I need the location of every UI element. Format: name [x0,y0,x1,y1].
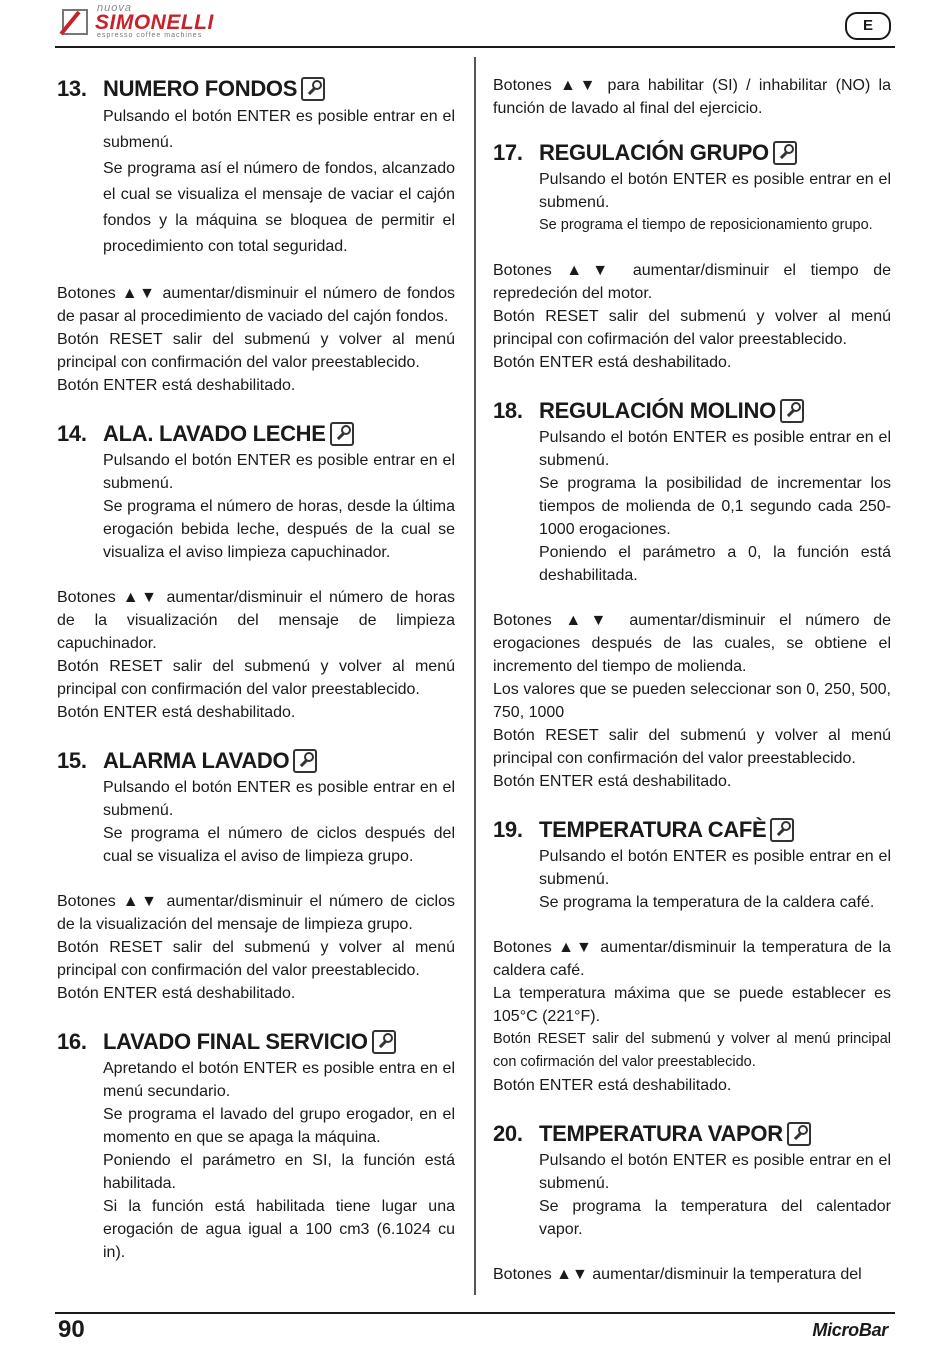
section-paragraph: Se programa el lavado del grupo erogador, en el momento en que se apaga la máquina. [103,1106,455,1146]
section-number: 19. [493,817,523,842]
wrench-icon [780,399,804,423]
section-title-text: ALA. LAVADO LECHE [103,421,326,446]
wrench-icon [330,422,354,446]
section-title-text: REGULACIÓN GRUPO [539,140,769,165]
section-title-text: LAVADO FINAL SERVICIO [103,1029,368,1054]
buttons-text: Botones ▲▼ aumentar/disminuir el número de fondos de pasar al procedimiento de vaciado del cajón fondos. [57,285,455,325]
buttons-text: Botones ▲▼ para habilitar (SI) / inhabilitar (NO) la función de lavado al final del ejercicio. [493,77,891,117]
microbar-logo: MicroBar [812,1320,888,1340]
section-paragraph: Se programa la temperatura del calentador vapor. [539,1198,891,1238]
reset-text: Botón RESET salir del submenú y volver al menú principal con cofirmación del valor preestablecido. [493,1031,891,1070]
buttons-text: Botones ▲▼ aumentar/disminuir el número de horas de la visualización del mensaje de limpieza capuchinador. [57,589,455,652]
section-paragraph: Pulsando el botón ENTER es posible entrar en el submenú. [539,429,891,469]
wrench-icon [372,1030,396,1054]
logo-mark-icon [57,4,91,40]
section-number: 17. [493,140,523,165]
section-paragraph: Se programa el tiempo de reposicionamiento grupo. [539,217,873,233]
enter-text: Botón ENTER está deshabilitado. [493,773,732,790]
enter-text: Botón ENTER está deshabilitado. [493,1077,732,1094]
section-paragraph: Pulsando el botón ENTER es posible entrar en el submenú. [539,1152,891,1192]
logo-tagline: espresso coffee machines [97,32,203,39]
section-paragraph: Pulsando el botón ENTER es posible entrar en el submenú. [103,779,455,819]
enter-text: Botón ENTER está deshabilitado. [493,354,732,371]
section-number: 13. [57,76,87,101]
reset-text: Botón RESET salir del submenú y volver al menú principal con cofirmación del valor preestablecido. [493,308,891,348]
section-number: 18. [493,398,523,423]
language-badge: E [845,12,891,40]
section-title-text: REGULACIÓN MOLINO [539,398,776,423]
section-paragraph: Se programa el número de horas, desde la última erogación bebida leche, después de la cual se visualiza el aviso limpieza capuchinador. [103,498,455,561]
simonelli-logo [57,2,307,42]
wrench-icon [773,141,797,165]
buttons-text: Botones ▲▼ aumentar/disminuir el número de erogaciones después de las cuales, se obtiene el incremento del tiempo de molienda. [493,612,891,675]
logo-nuova-text: nuova [97,2,132,14]
left-column [57,74,455,1264]
right-column [493,74,891,1286]
section-15-title [57,746,455,776]
enter-text: Botón ENTER está deshabilitado. [57,704,296,721]
values-text: Los valores que se pueden seleccionar son 0, 250, 500, 750, 1000 [493,681,891,721]
reset-text: Botón RESET salir del submenú y volver al menú principal con confirmación del valor preestablecido. [493,727,891,767]
section-14-title [57,419,455,449]
section-number: 16. [57,1029,87,1054]
footer-rule [55,1312,895,1314]
section-paragraph: Pulsando el botón ENTER es posible entrar en el submenú. [103,108,455,151]
section-number: 15. [57,748,87,773]
section-paragraph: Pulsando el botón ENTER es posible entrar en el submenú. [539,171,891,211]
wrench-icon [770,818,794,842]
section-paragraph: Se programa la posibilidad de incrementar los tiempos de molienda de 0,1 segundo cada 250-1000 erogaciones. [539,475,891,538]
section-paragraph: Pulsando el botón ENTER es posible entrar en el submenú. [539,848,891,888]
buttons-text: Botones ▲▼ aumentar/disminuir el tiempo de repredeción del motor. [493,262,891,302]
enter-text: Botón ENTER está deshabilitado. [57,377,296,394]
section-18-title [493,396,891,426]
section-13-title [57,74,455,104]
reset-text: Botón RESET salir del submenú y volver al menú principal con confirmación del valor preestablecido. [57,331,455,371]
section-paragraph: Se programa la temperatura de la caldera café. [539,894,875,911]
wrench-icon [787,1122,811,1146]
logo-brand-text: SIMONELLI [95,11,214,34]
buttons-text: Botones ▲▼ aumentar/disminuir el número de ciclos de la visualización del mensaje de limpieza grupo. [57,893,455,933]
page-header [55,0,895,48]
section-20-title [493,1119,891,1149]
section-paragraph: Poniendo el parámetro a 0, la función está deshabilitada. [539,544,891,584]
section-paragraph: Si la función está habilitada tiene lugar una erogación de agua igual a 100 cm3 (6.1024 cu in). [103,1198,455,1261]
section-paragraph: Apretando el botón ENTER es posible entra en el menú secundario. [103,1060,455,1100]
buttons-text: Botones ▲▼ aumentar/disminuir la temperatura de la caldera café. [493,939,891,979]
wrench-icon [293,749,317,773]
section-paragraph: Se programa así el número de fondos, alcanzado el cual se visualiza el mensaje de vaciar el cajón fondos y la máquina se bloquea de permitir el procedimiento con total seguridad. [103,160,455,255]
section-17-title [493,138,891,168]
enter-text: Botón ENTER está deshabilitado. [57,985,296,1002]
buttons-text: Botones ▲▼ aumentar/disminuir la temperatura del [493,1266,862,1283]
section-16-title [57,1027,455,1057]
section-number: 20. [493,1121,523,1146]
section-paragraph: Se programa el número de ciclos después del cual se visualiza el aviso de limpieza grupo. [103,825,455,865]
wrench-icon [301,77,325,101]
reset-text: Botón RESET salir del submenú y volver al menú principal con confirmación del valor preestablecido. [57,658,455,698]
column-divider [474,57,476,1295]
section-paragraph: Pulsando el botón ENTER es posible entrar en el submenú. [103,452,455,492]
max-temp-text: La temperatura máxima que se puede establecer es 105°C (221°F). [493,985,891,1025]
page-number: 90 [58,1316,85,1343]
section-title-text: ALARMA LAVADO [103,748,290,773]
section-paragraph: Poniendo el parámetro en SI, la función está habilitada. [103,1152,455,1192]
reset-text: Botón RESET salir del submenú y volver al menú principal con confirmación del valor preestablecido. [57,939,455,979]
section-number: 14. [57,421,87,446]
section-19-title [493,815,891,845]
section-title-text: TEMPERATURA VAPOR [539,1121,783,1146]
section-title-text: NUMERO FONDOS [103,76,298,101]
section-title-text: TEMPERATURA CAFÈ [539,817,767,842]
